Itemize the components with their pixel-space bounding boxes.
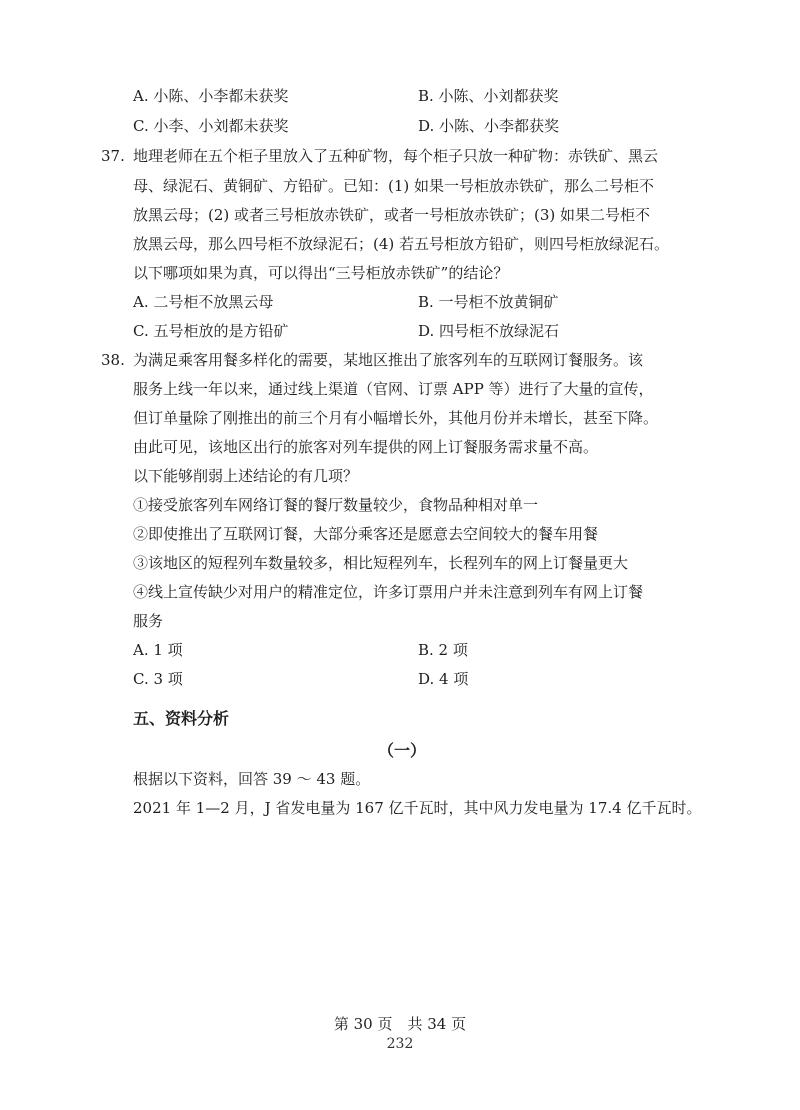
prev-option-d: D. 小陈、小李都获奖 (418, 117, 560, 135)
q38-statement-4-cont: 服务 (133, 612, 164, 630)
prev-option-a: A. 小陈、小李都未获奖 (133, 87, 289, 105)
q38-line-4: 由此可见，该地区出行的旅客对列车提供的网上订餐服务需求量不高。 (133, 438, 599, 456)
q37-option-a: A. 二号柜不放黑云母 (133, 293, 274, 311)
q37-line-4: 放黑云母，那么四号柜不放绿泥石；(4) 若五号柜放方铅矿，则四号柜放绿泥石。 (133, 235, 670, 253)
section-subtitle: （一） (378, 741, 427, 760)
section-title: 五、资料分析 (133, 709, 230, 728)
q38-line-1: 为满足乘客用餐多样化的需要，某地区推出了旅客列车的互联网订餐服务。该 (133, 351, 644, 369)
q38-option-d: D. 4 项 (418, 670, 469, 688)
q37-option-d: D. 四号柜不放绿泥石 (418, 322, 560, 340)
prev-option-c: C. 小李、小刘都未获奖 (133, 117, 289, 135)
q38-statement-4: ④线上宣传缺少对用户的精准定位，许多订票用户并未注意到列车有网上订餐 (133, 583, 644, 601)
q37-line-3: 放黑云母；(2) 或者三号柜放赤铁矿，或者一号柜放赤铁矿；(3) 如果二号柜不 (133, 206, 651, 224)
footer-page-label: 第 30 页 共 34 页 (333, 1015, 467, 1033)
q38-option-b: B. 2 项 (418, 641, 468, 659)
q38-statement-1: ①接受旅客列车网络订餐的餐厅数量较少，食物品种相对单一 (133, 496, 539, 514)
section-data-line: 2021 年 1—2 月，J 省发电量为 167 亿千瓦时，其中风力发电量为 17.4 亿千瓦时。 (133, 799, 702, 817)
q37-line-1: 地理老师在五个柜子里放入了五种矿物，每个柜子只放一种矿物：赤铁矿、黑云 (133, 147, 659, 165)
q38-statement-3: ③该地区的短程列车数量较多，相比短程列车，长程列车的网上订餐量更大 (133, 554, 629, 572)
section-intro: 根据以下资料，回答 39 ～ 43 题。 (133, 770, 371, 788)
prev-option-b: B. 小陈、小刘都获奖 (418, 87, 559, 105)
q37-number: 37. (101, 147, 125, 165)
q37-line-2: 母、绿泥石、黄铜矿、方铅矿。已知：(1) 如果一号柜放赤铁矿，那么二号柜不 (133, 177, 655, 195)
q37-option-b: B. 一号柜不放黄铜矿 (418, 293, 559, 311)
q38-number: 38. (101, 351, 125, 369)
q37-option-c: C. 五号柜放的是方铅矿 (133, 322, 289, 340)
q38-line-3: 但订单量除了刚推出的前三个月有小幅增长外，其他月份并未增长，甚至下降。 (133, 409, 659, 427)
footer-page-number: 232 (386, 1036, 414, 1052)
q38-line-5: 以下能够削弱上述结论的有几项？ (133, 467, 359, 485)
q38-statement-2: ②即使推出了互联网订餐，大部分乘客还是愿意去空间较大的餐车用餐 (133, 525, 599, 543)
q37-line-5: 以下哪项如果为真，可以得出“三号柜放赤铁矿”的结论？ (133, 264, 509, 282)
q38-option-c: C. 3 项 (133, 670, 183, 688)
q38-line-2: 服务上线一年以来，通过线上渠道（官网、订票 APP 等）进行了大量的宣传， (133, 380, 654, 398)
q38-option-a: A. 1 项 (133, 641, 183, 659)
